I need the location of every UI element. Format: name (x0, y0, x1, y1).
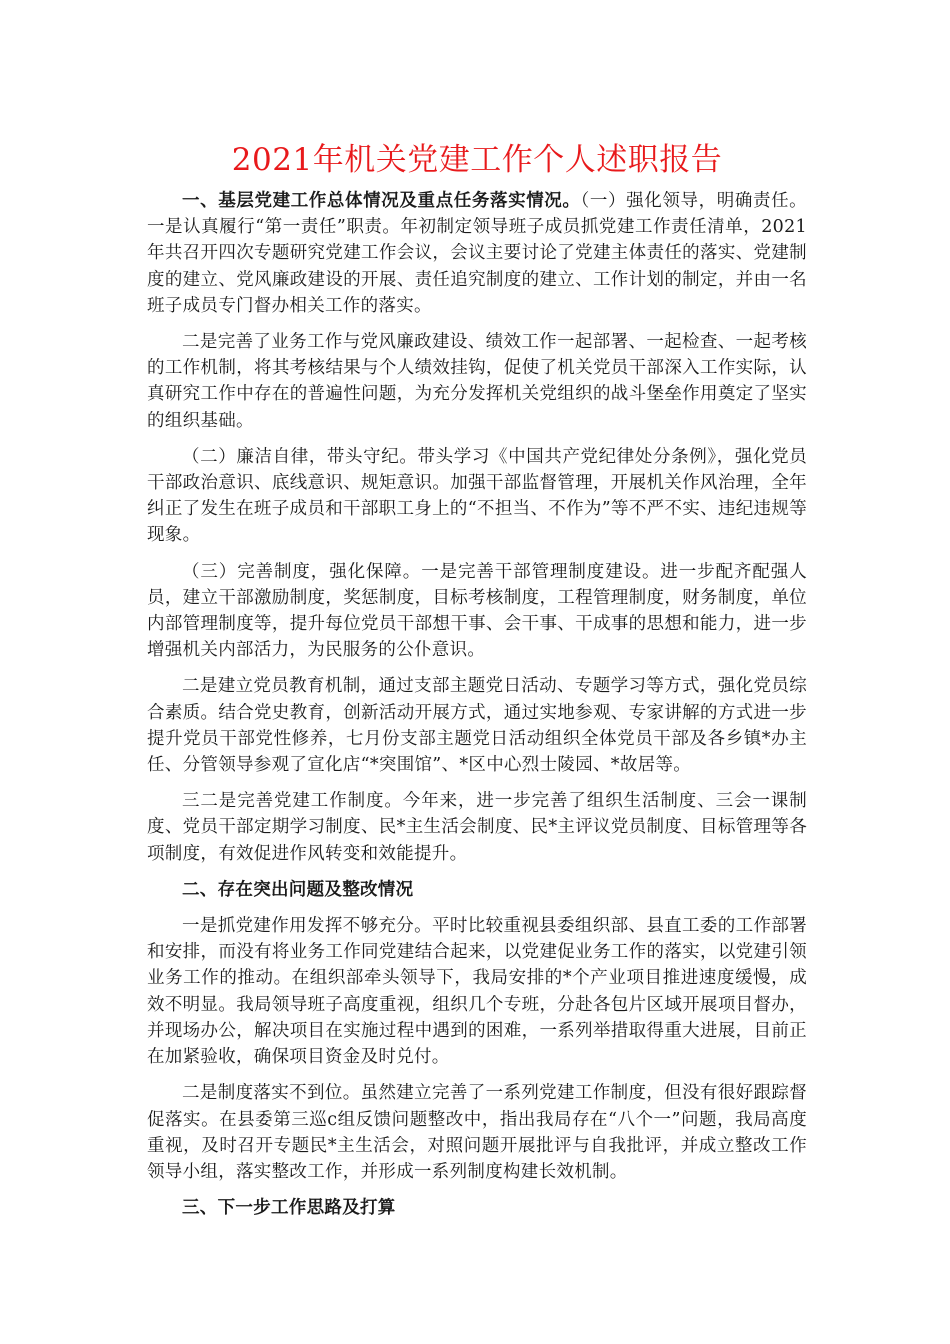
section1-paragraph-2: 二是完善了业务工作与党风廉政建设、绩效工作一起部署、一起检查、一起考核的工作机制，将其考核结果与个人绩效挂钩，促使了机关党员干部深入工作实际，认真研究工作中存在的普遍性问题，为充分发挥机关党组织的战斗堡垒作用奠定了坚实的组织基础。 (147, 332, 807, 431)
section1-paragraph-6: 三二是完善党建工作制度。今年来，进一步完善了组织生活制度、三会一课制度、党员干部定期学习制度、民*主生活会制度、民*主评议党员制度、目标管理等各项制度，有效促进作风转变和效能提升。 (147, 791, 807, 864)
section2-heading: 二、存在突出问题及整改情况 (182, 879, 414, 900)
section1-paragraph-1 (147, 188, 807, 319)
document-title: 2021年机关党建工作个人述职报告 (231, 142, 723, 178)
section1-p1-text: （一）强化领导，明确责任。一是认真履行“第一责任”职责。年初制定领导班子成员抓党建工作责任清单，2021年共召开四次专题研究党建工作会议，会议主要讨论了党建主体责任的落实、党建制度的建立、党风廉政建设的开展、责任追究制度的建立、工作计划的制定，并由一名班子成员专门督办相关工作的落实。 (147, 191, 807, 316)
section1-paragraph-4: （三）完善制度，强化保障。一是完善干部管理制度建设。进一步配齐配强人员，建立干部激励制度，奖惩制度，目标考核制度，工程管理制度，财务制度，单位内部管理制度等，提升每位党员干部想干事、会干事、干成事的思想和能力，进一步增强机关内部活力，为民服务的公仆意识。 (147, 561, 807, 661)
section1-heading: 一、基层党建工作总体情况及重点任务落实情况。 (182, 191, 581, 211)
section2-paragraph-2: 二是制度落实不到位。虽然建立完善了一系列党建工作制度，但没有很好跟踪督促落实。在县委第三巡c组反馈问题整改中，指出我局存在“八个一”问题，我局高度重视，及时召开专题民*主生活会，对照问题开展批评与自我批评，并成立整改工作领导小组，落实整改工作，并形成一系列制度构建长效机制。 (147, 1083, 807, 1182)
section2-paragraph-1: 一是抓党建作用发挥不够充分。平时比较重视县委组织部、县直工委的工作部署和安排，而没有将业务工作同党建结合起来，以党建促业务工作的落实，以党建引领业务工作的推动。在组织部牵头领导下，我局安排的*个产业项目推进速度缓慢，成效不明显。我局领导班子高度重视，组织几个专班，分赴各包片区域开展项目督办，并现场办公，解决项目在实施过程中遇到的困难，一系列举措取得重大进展，目前正在加紧验收，确保项目资金及时兑付。 (147, 916, 807, 1068)
document-page (147, 140, 807, 1231)
section3-heading: 三、下一步工作思路及打算 (182, 1198, 396, 1219)
section1-paragraph-3: （二）廉洁自律，带头守纪。带头学习《中国共产党纪律处分条例》，强化党员干部政治意识、底线意识、规矩意识。加强干部监督管理，开展机关作风治理，全年纠正了发生在班子成员和干部职工身上的“不担当、不作为”等不严不实、违纪违规等现象。 (147, 446, 807, 546)
section1-paragraph-5: 二是建立党员教育机制，通过支部主题党日活动、专题学习等方式，强化党员综合素质。结合党史教育，创新活动开展方式，通过实地参观、专家讲解的方式进一步提升党员干部党性修养，七月份支部主题党日活动组织全体党员干部及各乡镇*办主任、分管领导参观了宣化店“*突围馆”、*区中心烈士陵园、*故居等。 (147, 676, 807, 776)
